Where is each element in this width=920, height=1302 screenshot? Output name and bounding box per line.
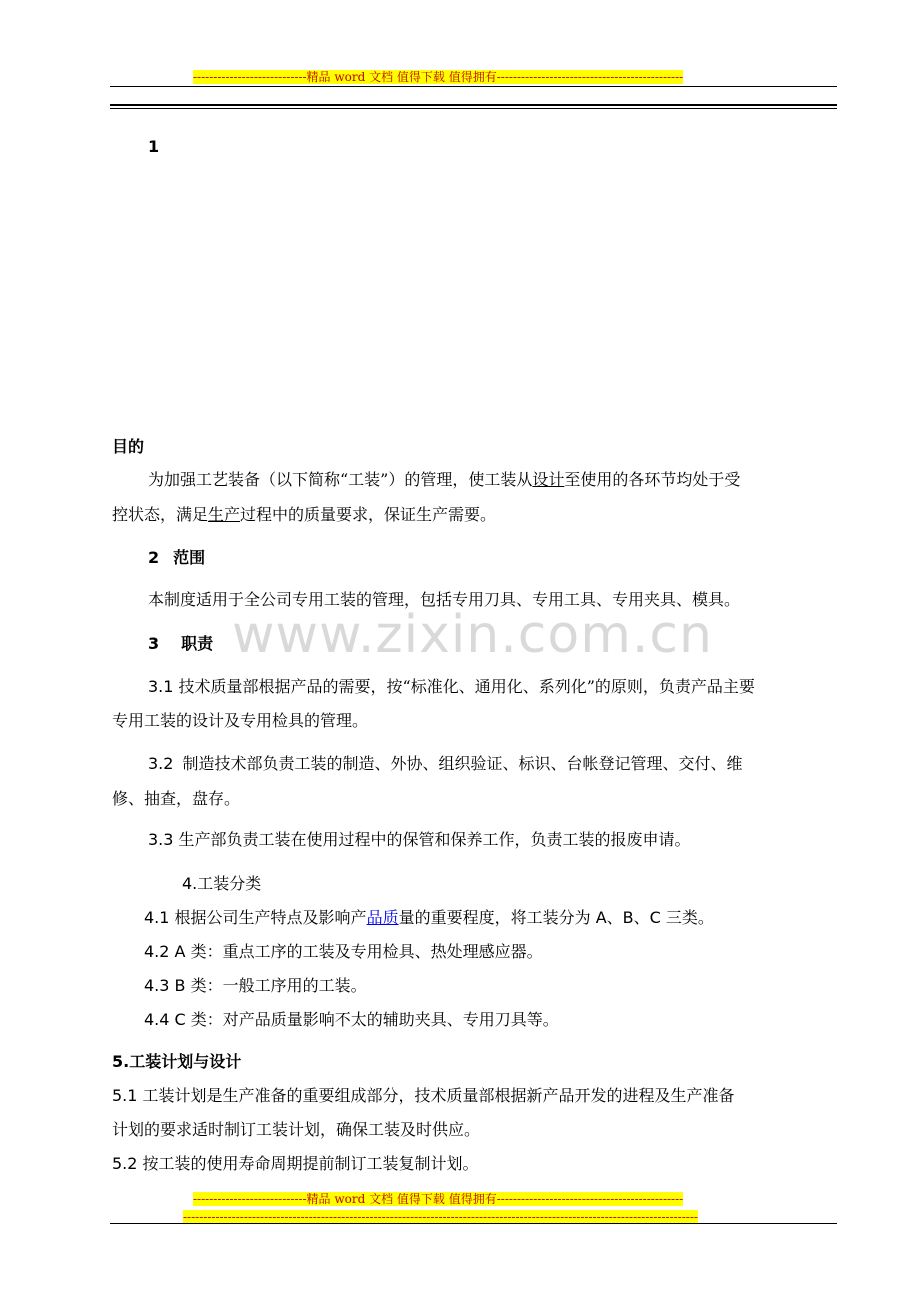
footer-banner-1-text: ----------------------------精品 word 文档 值得下载 值得拥有---------------------------------------------- [193, 1192, 684, 1206]
p41-line [144, 908, 714, 928]
p44-text: 类：对产品质量影响不太的辅助夹具、专用刀具等。 [190, 1010, 559, 1029]
section1-line1-end: 至使用的各环节均处于受 [564, 470, 741, 489]
production-link[interactable]: 生产 [208, 505, 241, 524]
header-rule-double-1 [110, 104, 837, 106]
p42-number: 4.2 A [144, 942, 186, 961]
section2-heading [148, 548, 205, 568]
p41-number: 4.1 [144, 908, 170, 927]
quality-link[interactable]: 品质 [366, 908, 399, 927]
section3-number: 3 [148, 634, 160, 653]
section1-paragraph-line2 [112, 505, 496, 525]
p31-line1 [148, 677, 755, 697]
section2-number: 2 [148, 548, 160, 567]
p52-line [112, 1154, 479, 1174]
p33-number: 3.3 [148, 830, 174, 849]
p43-line [144, 976, 367, 996]
header-rule-double-2 [110, 108, 837, 109]
section1-title: 目的 [112, 437, 145, 456]
p52-text: 按工装的使用寿命周期提前制订工装复制计划。 [142, 1154, 479, 1173]
header-banner [193, 66, 753, 85]
p51-line2: 计划的要求适时制订工装计划，确保工装及时供应。 [112, 1120, 481, 1139]
section4-heading [182, 874, 261, 894]
p52-number: 5.2 [112, 1154, 138, 1173]
section2-text: 本制度适用于全公司专用工装的管理，包括专用刀具、专用工具、专用夹具、模具。 [148, 590, 741, 609]
p43-number: 4.3 B [144, 976, 186, 995]
section4-heading-number: 4. [182, 874, 198, 893]
p44-line [144, 1010, 559, 1030]
section2-title: 范围 [173, 548, 206, 567]
p32-number: 3.2 [148, 754, 174, 773]
p51-line1-text: 工装计划是生产准备的重要组成部分，技术质量部根据新产品开发的进程及生产准备 [142, 1086, 735, 1105]
p43-text: 类：一般工序用的工装。 [190, 976, 367, 995]
p31-number: 3.1 [148, 677, 174, 696]
p41-text-end: 三类。 [665, 908, 714, 927]
header-banner-text: ----------------------------精品 word 文档 值得下载 值得拥有---------------------------------------------- [193, 70, 684, 84]
p32-line1 [148, 754, 743, 774]
section5-heading-number: 5. [112, 1052, 130, 1071]
section5-heading [112, 1052, 241, 1072]
footer-banner-1 [193, 1188, 753, 1207]
p33-line1 [148, 830, 691, 850]
p42-text: 类：重点工序的工装及专用检具、热处理感应器。 [190, 942, 543, 961]
p41-text-start: 根据公司生产特点及影响产 [174, 908, 367, 927]
section1-line1-start: 为加强工艺装备（以下简称“工装”）的管理，使工装从 [148, 470, 533, 489]
section3-heading [148, 634, 213, 654]
watermark: www.zixin.com.cn [232, 605, 713, 665]
section4-heading-text: 工装分类 [197, 874, 262, 893]
section1-line2-end: 过程中的质量要求，保证生产需要。 [240, 505, 497, 524]
section5-heading-text: 工装计划与设计 [129, 1052, 242, 1071]
footer-banner-2-text: ------------------------------------------------------------------------------------------------------------------------------- [183, 1210, 698, 1224]
footer-rule [110, 1223, 837, 1224]
section1-line2-start: 控状态，满足 [112, 505, 209, 524]
p31-line1-text: 技术质量部根据产品的需要，按“标准化、通用化、系列化”的原则，负责产品主要 [178, 677, 755, 696]
p51-line1 [112, 1086, 735, 1106]
p32-line1-text: 制造技术部负责工装的制造、外协、组织验证、标识、台帐登记管理、交付、维 [182, 754, 743, 773]
section1-paragraph-line1 [148, 470, 740, 490]
p32-line2: 修、抽查，盘存。 [112, 789, 241, 808]
header-rule-top [110, 86, 837, 87]
p42-line [144, 942, 543, 962]
p51-number: 5.1 [112, 1086, 138, 1105]
p33-line1-text: 生产部负责工装在使用过程中的保管和保养工作，负责工装的报废申请。 [178, 830, 691, 849]
p41-text-mid: 量的重要程度，将工装分为 [398, 908, 591, 927]
p31-line2: 专用工装的设计及专用检具的管理。 [112, 711, 369, 730]
design-link[interactable]: 设计 [532, 470, 565, 489]
section3-title: 职责 [181, 634, 214, 653]
section1-number: 1 [148, 137, 160, 156]
p44-number: 4.4 C [144, 1010, 186, 1029]
p41-classes: A、B、C [595, 908, 661, 927]
